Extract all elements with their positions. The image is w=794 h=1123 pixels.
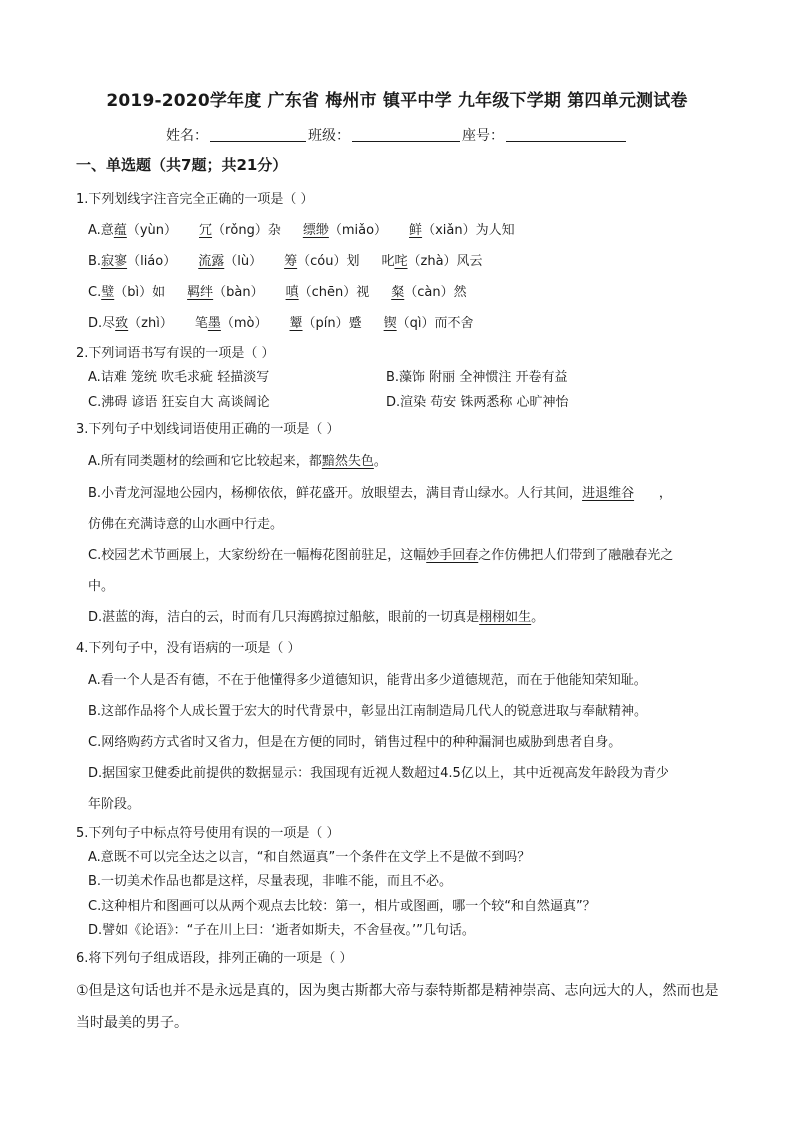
underlined-character: 蕴 xyxy=(113,223,127,238)
question-1-option-a xyxy=(88,219,515,238)
underlined-character: 流露 xyxy=(198,254,225,269)
underlined-character: 鲜 xyxy=(409,223,423,238)
question-5-option-a: A.意既不可以完全达之以言，“和自然逼真”一个条件在文学上不是做不到吗？ xyxy=(88,850,531,865)
option-term xyxy=(303,219,387,238)
pinyin-text: （pín）蹙 xyxy=(302,316,362,331)
student-info-line xyxy=(0,125,794,145)
option-term xyxy=(381,250,482,269)
option-term xyxy=(187,281,263,300)
question-3-option-c-continued: 中。 xyxy=(88,579,115,594)
pinyin-text: （zhà）风云 xyxy=(407,254,483,269)
underlined-character: 锲 xyxy=(383,316,397,331)
question-3-option-d xyxy=(88,606,544,625)
option-term xyxy=(409,219,515,238)
underlined-character: 冗 xyxy=(199,223,213,238)
option-term xyxy=(290,312,362,331)
pinyin-text: （zhì） xyxy=(128,316,173,331)
option-term xyxy=(195,312,268,331)
question-4-option-b: B.这部作品将个人成长置于宏大的时代背景中，彰显出江南制造局几代人的锐意进取与奉献精神。 xyxy=(88,704,648,719)
underlined-character: 致 xyxy=(115,316,129,331)
underlined-term: 黯然失色 xyxy=(321,454,374,469)
option-term xyxy=(286,281,370,300)
question-2-option-d: D.渲染 苟安 铢两悉称 心旷神怡 xyxy=(386,395,569,410)
underlined-character: 颦 xyxy=(289,316,303,331)
pinyin-text: （lù） xyxy=(224,254,263,269)
pinyin-text: （chēn）视 xyxy=(298,285,370,300)
pinyin-text: （xiǎn）为人知 xyxy=(422,223,515,238)
class-label: 班级： xyxy=(308,128,350,144)
underlined-character: 寂寥 xyxy=(101,254,128,269)
pinyin-text: （miǎo） xyxy=(328,223,388,238)
exam-title: 2019-2020学年度 广东省 梅州市 镇平中学 九年级下学期 第四单元测试卷 xyxy=(106,91,688,111)
option-text: 之作仿佛把人们带到了融融春光之 xyxy=(478,548,674,563)
question-5-option-d: D.譬如《论语》：“子在川上曰：‘逝者如斯夫，不舍昼夜。’”几句话。 xyxy=(88,923,475,938)
seat-label: 座号： xyxy=(462,128,504,144)
question-1-option-b xyxy=(88,250,483,269)
pinyin-text: （cóu）划 xyxy=(297,254,360,269)
underlined-term: 妙手回春 xyxy=(426,548,479,563)
option-term xyxy=(88,281,165,300)
option-term xyxy=(391,281,466,300)
question-1-stem: 1.下列划线字注音完全正确的一项是（ ） xyxy=(76,192,314,207)
question-1-option-c xyxy=(88,281,467,300)
question-5-option-b: B.一切美术作品也都是这样，尽量表现，非唯不能，而且不必。 xyxy=(88,874,453,889)
question-5-option-c: C.这种相片和图画可以从两个观点去比较：第一，相片或图画，哪一个较“和自然逼真”？ xyxy=(88,899,596,914)
option-term xyxy=(199,219,281,238)
option-text: C. xyxy=(88,285,102,300)
question-3-option-b-continued: 仿佛在充满诗意的山水画中行走。 xyxy=(88,517,284,532)
underlined-character: 咤 xyxy=(394,254,408,269)
underlined-character: 墨 xyxy=(207,316,221,331)
question-6-sentence-1: ①但是这句话也并不是永远是真的，因为奥古斯都大帝与泰特斯都是精神崇高、志向远大的人，然而也是 xyxy=(76,983,719,999)
class-blank[interactable] xyxy=(352,127,460,142)
option-term xyxy=(88,219,177,238)
question-4-option-d: D.据国家卫健委此前提供的数据显示：我国现有近视人数超过4.5亿以上，其中近视高发年龄段为青少 xyxy=(88,766,669,781)
question-4-option-d-continued: 年阶段。 xyxy=(88,797,141,812)
underlined-character: 缥缈 xyxy=(302,223,329,238)
pinyin-text: （qì）而不舍 xyxy=(396,316,474,331)
underlined-term: 栩栩如生 xyxy=(479,610,532,625)
underlined-character: 羁绊 xyxy=(187,285,214,300)
pinyin-text: （mò） xyxy=(220,316,268,331)
option-text: D.湛蓝的海，洁白的云，时而有几只海鸥掠过船舷，眼前的一切真是 xyxy=(88,610,480,625)
section-heading: 一、单选题（共7题；共21分） xyxy=(76,156,288,174)
question-5-stem: 5.下列句子中标点符号使用有误的一项是（ ） xyxy=(76,826,340,841)
pinyin-text: （bì）如 xyxy=(114,285,166,300)
option-text: B. xyxy=(88,254,102,269)
question-4-option-a: A.看一个人是否有德，不在于他懂得多少道德知识，能背出多少道德规范，而在于他能知荣知耻。 xyxy=(88,673,647,688)
pinyin-text: （bàn） xyxy=(213,285,264,300)
pinyin-text: （rǒng）杂 xyxy=(212,223,281,238)
pinyin-text: （yùn） xyxy=(126,223,178,238)
option-text: A.意 xyxy=(88,223,114,238)
name-blank[interactable] xyxy=(210,127,306,142)
option-text: 。 xyxy=(373,454,387,469)
underlined-character: 粲 xyxy=(391,285,405,300)
option-text: 叱 xyxy=(381,254,395,269)
option-text: 。 xyxy=(531,610,545,625)
question-2-option-a: A.诘难 笼统 吹毛求疵 轻描淡写 xyxy=(88,370,270,385)
option-term xyxy=(384,312,474,331)
question-2-option-b: B.藻饰 附丽 全神惯注 开卷有益 xyxy=(386,370,568,385)
option-text: C.校园艺术节画展上，大家纷纷在一幅梅花图前驻足，这幅 xyxy=(88,548,427,563)
underlined-term: 进退维谷 xyxy=(582,486,635,501)
underlined-character: 璧 xyxy=(101,285,115,300)
pinyin-text: （càn）然 xyxy=(404,285,467,300)
option-term xyxy=(284,250,359,269)
name-label: 姓名： xyxy=(166,128,208,144)
question-6-sentence-1-continued: 当时最美的男子。 xyxy=(76,1015,188,1031)
question-4-option-c: C.网络购药方式省时又省力，但是在方便的同时，销售过程中的种种漏洞也威胁到患者自身。 xyxy=(88,735,622,750)
question-3-option-a xyxy=(88,450,387,469)
option-text: 笔 xyxy=(194,316,208,331)
option-text: ， xyxy=(634,486,672,501)
underlined-character: 嗔 xyxy=(285,285,299,300)
question-3-stem: 3.下列句子中划线词语使用正确的一项是（ ） xyxy=(76,422,340,437)
option-term xyxy=(88,250,176,269)
option-term xyxy=(88,312,173,331)
option-text: B.小青龙河湿地公园内，杨柳依依，鲜花盛开。放眼望去，满目青山绿水。人行其间， xyxy=(88,486,583,501)
question-2-option-c: C.沸碍 谚语 狂妄自大 高谈阔论 xyxy=(88,395,270,410)
pinyin-text: （liáo） xyxy=(127,254,177,269)
question-3-option-b xyxy=(88,482,672,501)
underlined-character: 筹 xyxy=(284,254,298,269)
option-term xyxy=(198,250,262,269)
question-1-option-d xyxy=(88,312,474,331)
question-4-stem: 4.下列句子中，没有语病的一项是（ ） xyxy=(76,641,301,656)
option-text: D.尽 xyxy=(88,316,116,331)
question-3-option-c xyxy=(88,544,673,563)
question-2-stem: 2.下列词语书写有误的一项是（ ） xyxy=(76,346,275,361)
seat-blank[interactable] xyxy=(506,127,626,142)
question-6-stem: 6.将下列句子组成语段，排列正确的一项是（ ） xyxy=(76,951,353,966)
option-text: A.所有同类题材的绘画和它比较起来，都 xyxy=(88,454,322,469)
